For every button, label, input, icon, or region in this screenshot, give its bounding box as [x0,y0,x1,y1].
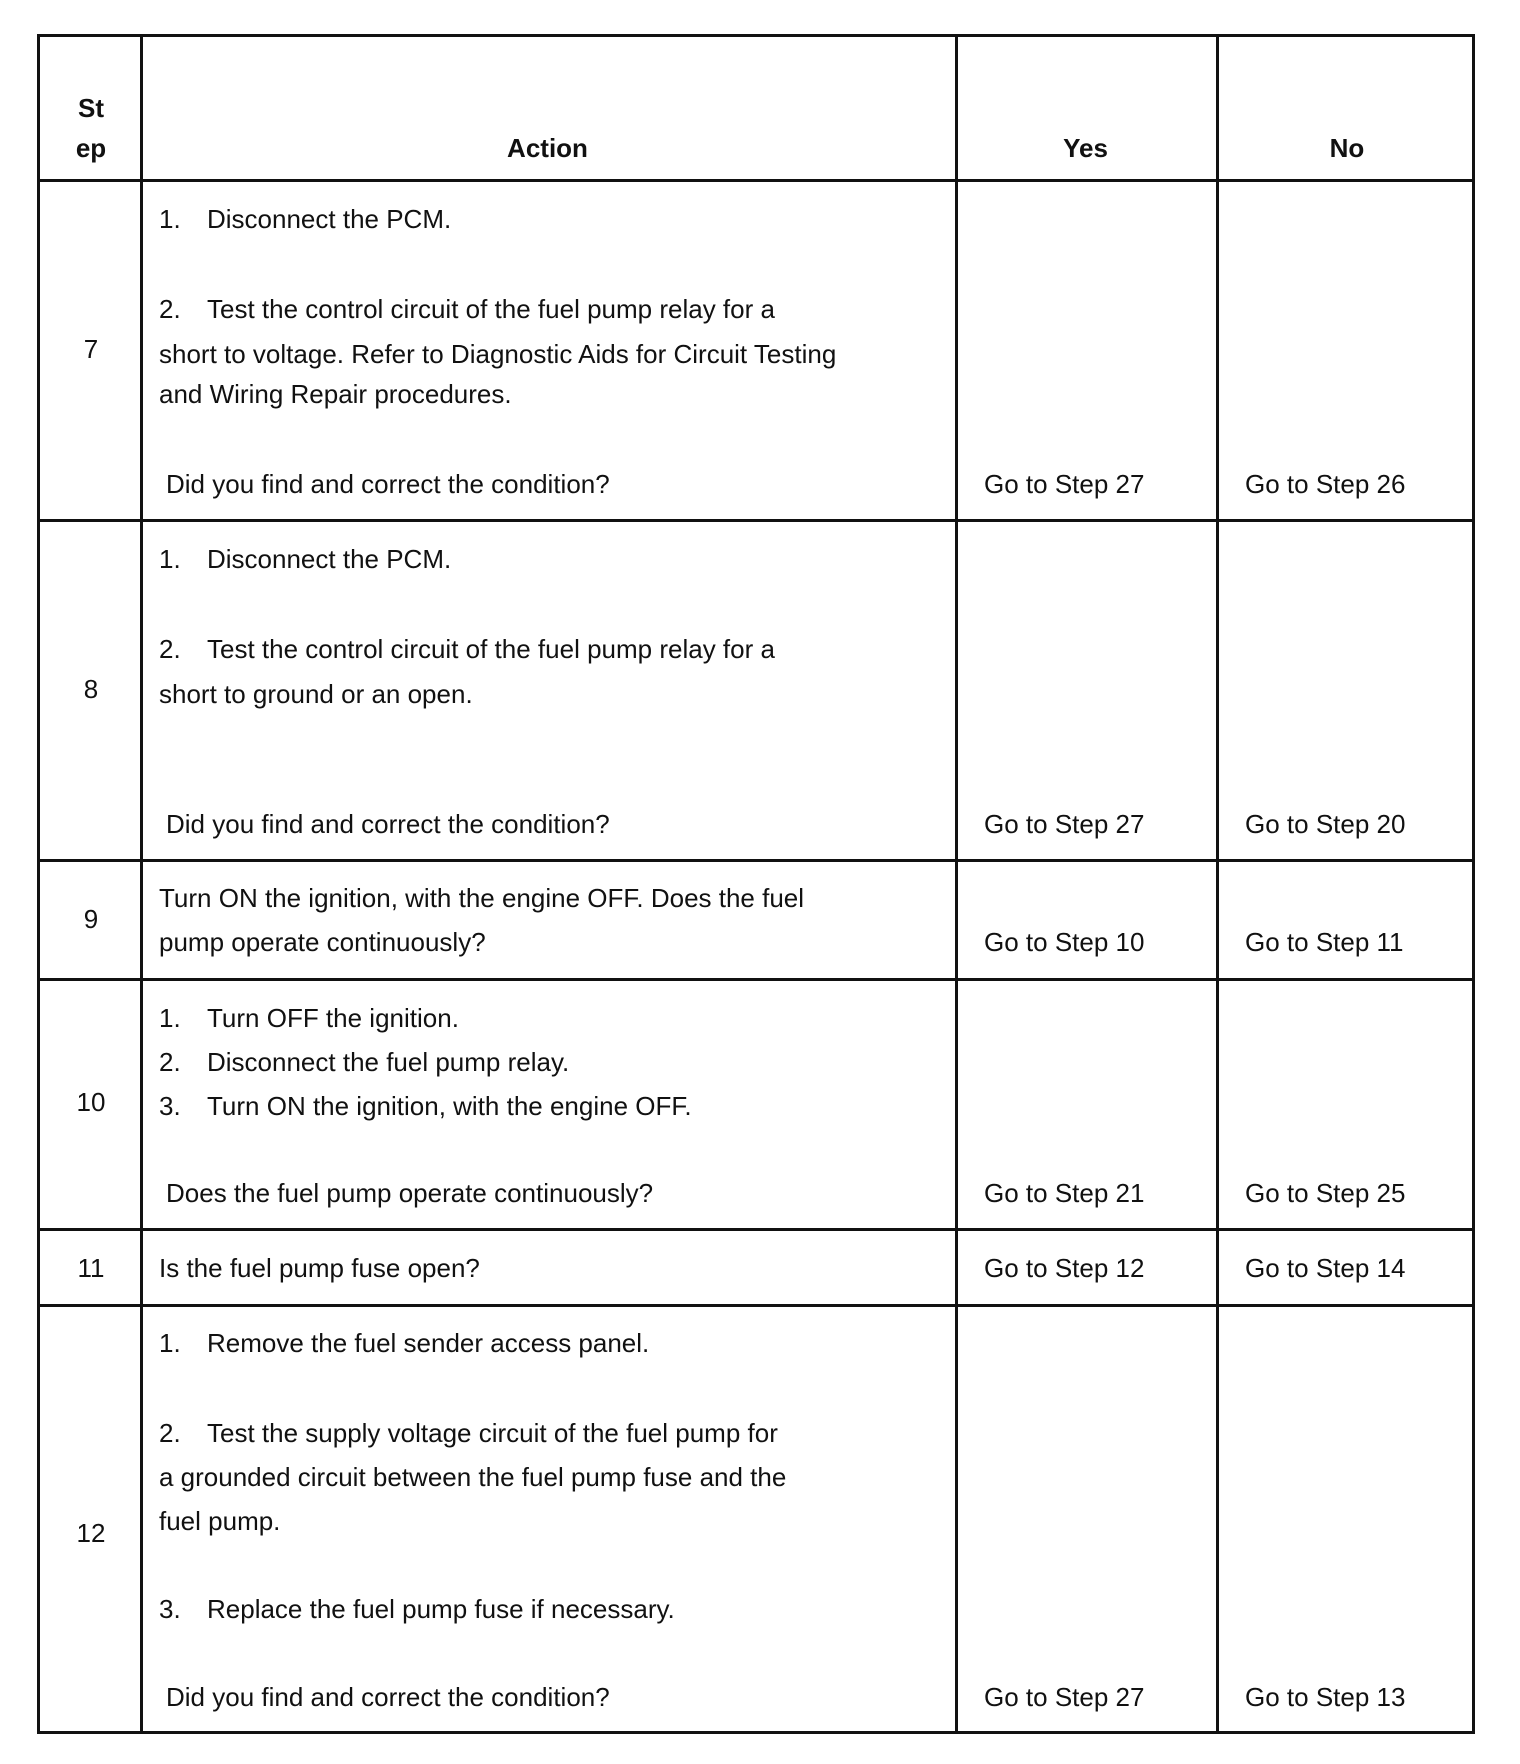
action-question: Does the fuel pump operate continuously? [166,1178,654,1208]
no-result: Go to Step 11 [1245,927,1404,957]
item-number: 3. [159,1594,181,1624]
no-result: Go to Step 25 [1245,1178,1406,1208]
header-step-line2: ep [75,133,107,163]
item-number: 1. [159,204,181,234]
action-item [159,1003,459,1033]
no-result: Go to Step 20 [1245,809,1406,839]
item-text: Test the control circuit of the fuel pump relay for a [207,294,775,324]
item-number: 2. [159,294,181,324]
action-item [159,204,451,234]
item-text: Disconnect the PCM. [207,544,452,574]
step-number: 12 [76,1518,106,1548]
step-number: 8 [83,674,99,704]
step-number: 7 [83,334,99,364]
action-text: pump operate continuously? [159,927,486,957]
item-text: Disconnect the fuel pump relay. [207,1047,570,1077]
step-number: 10 [76,1087,106,1117]
action-item [159,1328,649,1358]
action-text: short to ground or an open. [159,679,473,709]
diagnostic-table [37,34,1475,1734]
row-divider [40,978,1472,981]
no-result: Go to Step 13 [1245,1682,1406,1712]
no-result: Go to Step 14 [1245,1253,1406,1283]
action-item [159,1047,569,1077]
item-text: Test the supply voltage circuit of the fuel pump for [207,1418,778,1448]
item-text: Turn OFF the ignition. [207,1003,459,1033]
action-text: short to voltage. Refer to Diagnostic Aids for Circuit Testing [159,339,837,369]
item-number: 1. [159,544,181,574]
header-yes: Yes [1063,133,1108,163]
yes-result: Go to Step 27 [984,469,1145,499]
yes-result: Go to Step 12 [984,1253,1145,1283]
header-no: No [1329,133,1365,163]
row-divider [40,179,1472,182]
yes-result: Go to Step 21 [984,1178,1145,1208]
action-question: Did you find and correct the condition? [166,1682,610,1712]
item-number: 2. [159,1418,181,1448]
action-text: and Wiring Repair procedures. [159,379,512,409]
item-text: Replace the fuel pump fuse if necessary. [207,1594,675,1624]
action-item [159,1594,675,1624]
action-item [159,1418,778,1448]
item-number: 2. [159,634,181,664]
header-action: Action [507,133,588,163]
item-text: Test the control circuit of the fuel pump relay for a [207,634,775,664]
item-text: Turn ON the ignition, with the engine OFF. [207,1091,692,1121]
column-divider [955,37,958,1731]
action-text: Turn ON the ignition, with the engine OFF. Does the fuel [159,883,805,913]
action-item [159,634,775,664]
item-text: Disconnect the PCM. [207,204,452,234]
action-text: fuel pump. [159,1506,281,1536]
action-text: a grounded circuit between the fuel pump fuse and the [159,1462,787,1492]
column-divider [140,37,143,1731]
step-number: 9 [83,904,99,934]
step-number: 11 [77,1253,105,1283]
action-item [159,294,775,324]
item-number: 1. [159,1328,181,1358]
item-number: 3. [159,1091,181,1121]
yes-result: Go to Step 27 [984,809,1145,839]
action-question: Did you find and correct the condition? [166,469,610,499]
no-result: Go to Step 26 [1245,469,1406,499]
action-item [159,1091,692,1121]
header-step-line1: St [78,93,104,123]
column-divider [1216,37,1219,1731]
action-question: Did you find and correct the condition? [166,809,610,839]
row-divider [40,1228,1472,1231]
action-text: Is the fuel pump fuse open? [159,1253,480,1283]
item-number: 1. [159,1003,181,1033]
row-divider [40,1304,1472,1307]
item-number: 2. [159,1047,181,1077]
item-text: Remove the fuel sender access panel. [207,1328,650,1358]
yes-result: Go to Step 10 [984,927,1145,957]
action-item [159,544,451,574]
yes-result: Go to Step 27 [984,1682,1145,1712]
row-divider [40,519,1472,522]
row-divider [40,859,1472,862]
